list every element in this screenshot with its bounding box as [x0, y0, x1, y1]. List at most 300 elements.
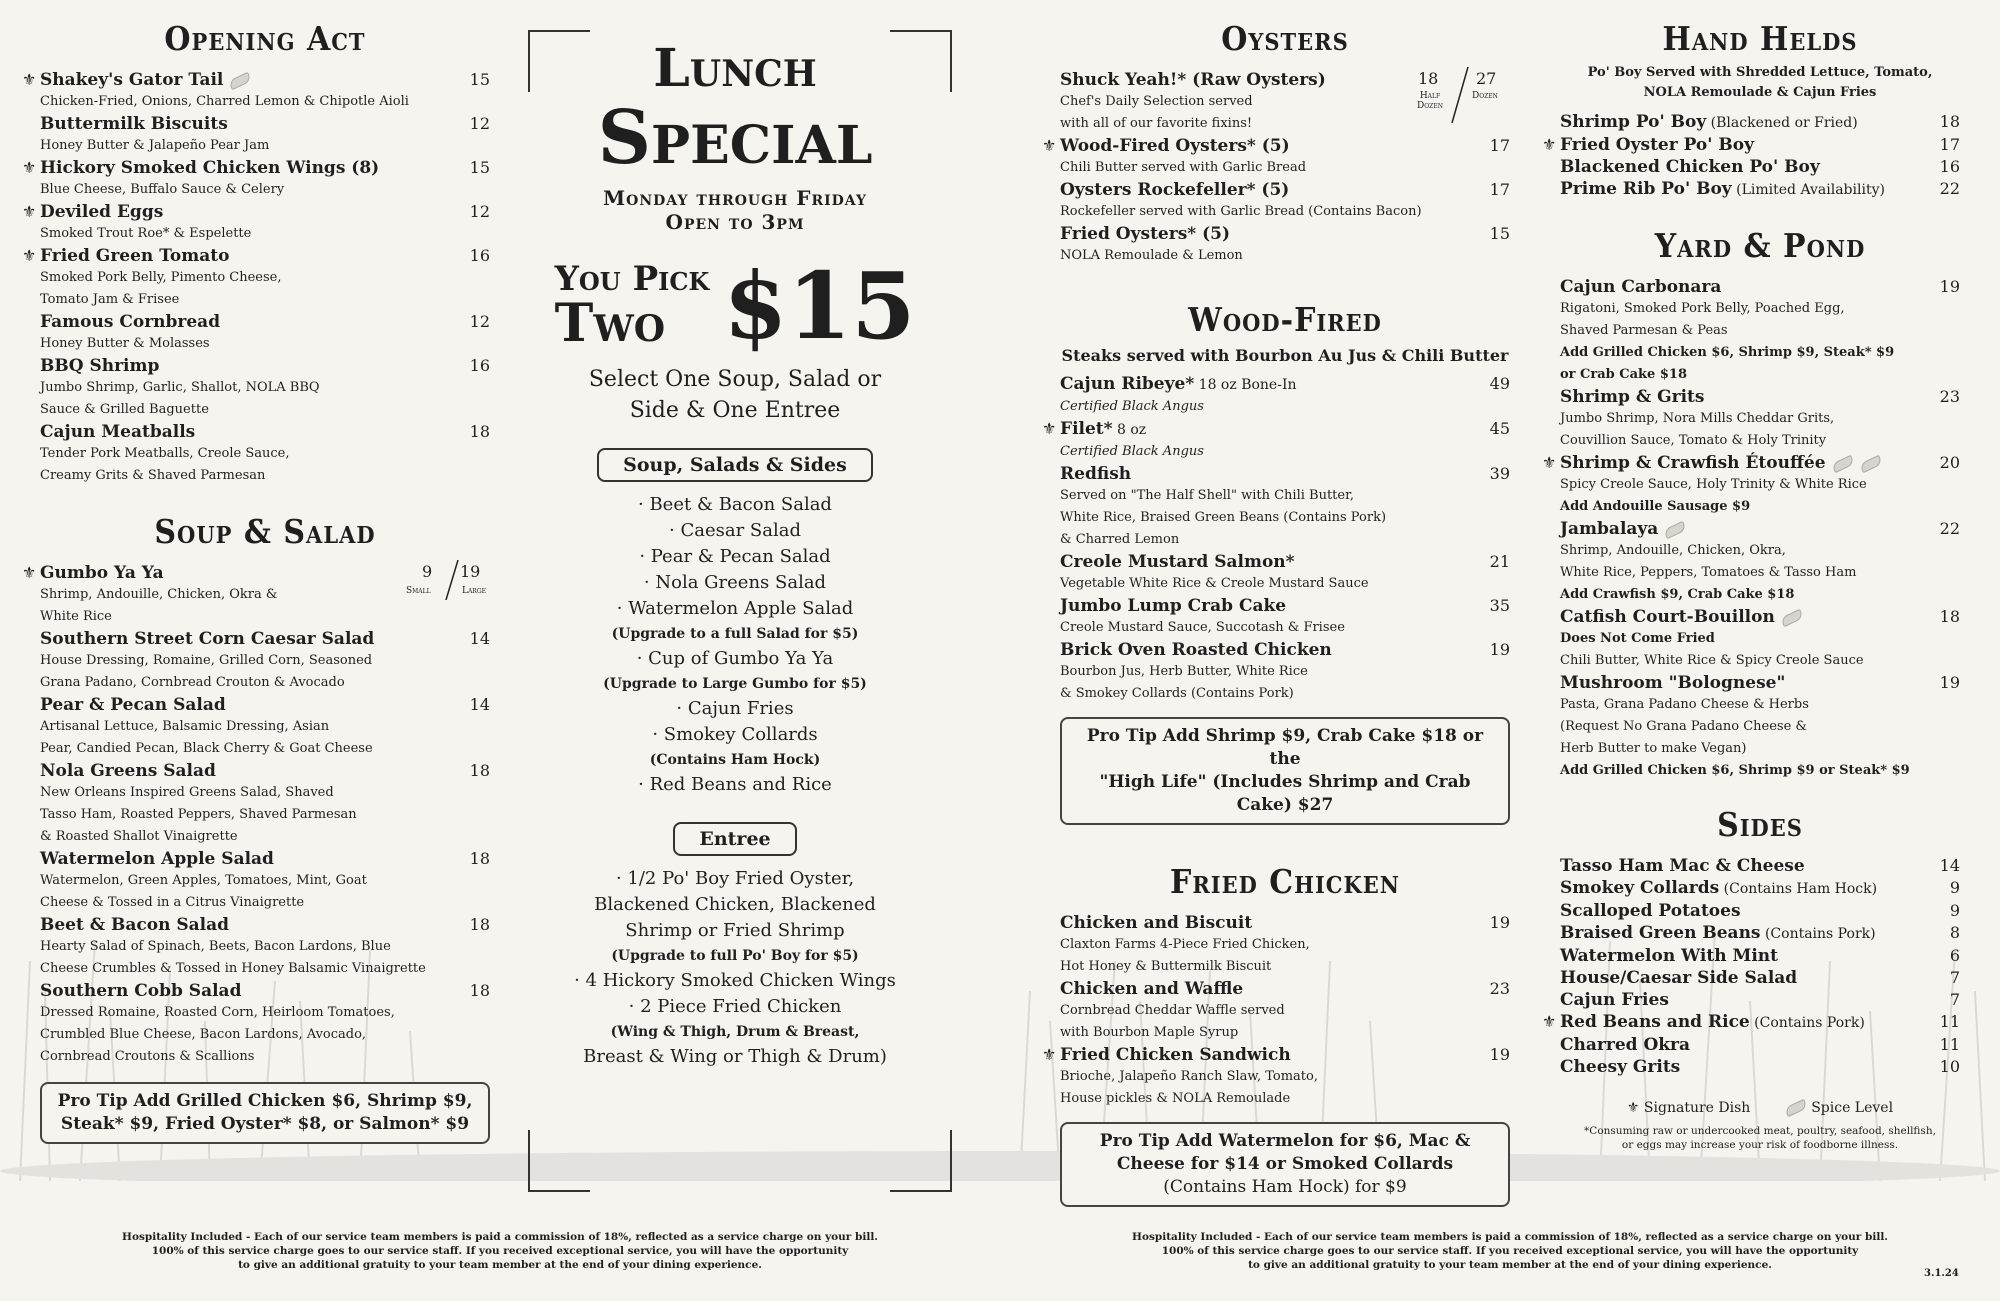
- left-column: [22, 20, 490, 1144]
- item-desc: Brioche, Jalapeño Ranch Slaw, Tomato,: [1060, 1069, 1318, 1084]
- item-desc: Claxton Farms 4-Piece Fried Chicken,: [1060, 937, 1310, 952]
- pepper-icon: [1784, 1099, 1808, 1117]
- legend-spice: Spice Level: [1811, 1100, 1894, 1116]
- item-addon: Add Grilled Chicken $6, Shrimp $9 or Steak* $9: [1560, 763, 1910, 778]
- item-price: 15: [1489, 224, 1510, 243]
- item-name: Shuck Yeah!* (Raw Oysters): [1060, 70, 1326, 90]
- item-name: Cajun Fries: [1560, 990, 1669, 1010]
- list-item: · Beet & Bacon Salad: [638, 494, 832, 515]
- item-price: 45: [1489, 419, 1510, 438]
- item-name: Wood-Fired Oysters* (5): [1060, 136, 1290, 156]
- menu-item: [40, 760, 490, 848]
- item-desc: Served on "The Half Shell" with Chili Butter,: [1060, 488, 1354, 503]
- item-desc: House pickles & NOLA Remoulade: [1060, 1091, 1291, 1106]
- item-price: 21: [1489, 552, 1510, 571]
- tip-line: Pro Tip Add Grilled Chicken $6, Shrimp $9,: [57, 1091, 473, 1111]
- list-item: · 4 Hickory Smoked Chicken Wings: [574, 970, 896, 991]
- list-item: · Watermelon Apple Salad: [616, 598, 854, 619]
- corner-ornament: [528, 1130, 590, 1192]
- item-name: Red Beans and Rice (Contains Pork): [1560, 1012, 1865, 1032]
- item-name: Beet & Bacon Salad: [40, 915, 230, 935]
- upgrade-note: (Wing & Thigh, Drum & Breast,: [610, 1024, 860, 1040]
- item-desc: Jumbo Shrimp, Garlic, Shallot, NOLA BBQ: [40, 380, 320, 395]
- menu-item-shuck-yeah: [1060, 69, 1510, 135]
- item-desc: Herb Butter to make Vegan): [1560, 741, 1747, 756]
- oyster-prices: [1400, 69, 1510, 125]
- wood-fired-list: [1042, 373, 1510, 705]
- item-price: 11: [1939, 1035, 1960, 1054]
- item-desc: Hearty Salad of Spinach, Beets, Bacon Lardons, Blue: [40, 939, 391, 954]
- hand-helds-subtitle: [1560, 63, 1960, 103]
- item-desc: Tender Pork Meatballs, Creole Sauce,: [40, 446, 290, 461]
- list-item: · Cajun Fries: [676, 698, 794, 719]
- item-desc: Blue Cheese, Buffalo Sauce & Celery: [40, 182, 285, 197]
- tip-line: "High Life" (Includes Shrimp and Crab Cake) $27: [1099, 772, 1471, 815]
- lunch-hours: Open to 3pm: [665, 210, 805, 234]
- fried-chicken-title: Fried Chicken: [1170, 863, 1400, 902]
- item-name: Deviled Eggs: [40, 202, 164, 222]
- item-note: Does Not Come Fried: [1560, 631, 1715, 646]
- item-price: 12: [469, 312, 490, 331]
- hand-helds-title: Hand Helds: [1662, 20, 1858, 59]
- item-name: Cheesy Grits: [1560, 1057, 1681, 1077]
- footer-line: Hospitality Included - Each of our service team members is paid a commission of 18%, reflected as a service charge on your bill.: [122, 1231, 878, 1243]
- list-item: · Nola Greens Salad: [643, 572, 827, 593]
- item-desc: & Smokey Collards (Contains Pork): [1060, 686, 1294, 701]
- item-price: 16: [1939, 157, 1960, 176]
- item-price: 7: [1949, 990, 1960, 1009]
- menu-item: [1042, 1044, 1510, 1110]
- menu-item: [1060, 595, 1510, 639]
- fleur-de-lis-icon: ⚜: [1042, 1045, 1057, 1064]
- fleur-de-lis-icon: ⚜: [22, 70, 37, 89]
- menu-item: [1560, 518, 1960, 606]
- item-desc: Chili Butter, White Rice & Spicy Creole Sauce: [1560, 653, 1864, 668]
- item-name: Fried Oyster Po' Boy: [1560, 135, 1754, 155]
- soup-salad-list: [40, 628, 490, 1068]
- menu-item: [40, 980, 490, 1068]
- menu-item: [1060, 373, 1510, 418]
- item-name: Shrimp & Crawfish Étouffée: [1560, 452, 1960, 474]
- menu-item: [40, 355, 490, 421]
- item-name: Oysters Rockefeller* (5): [1060, 180, 1290, 200]
- menu-item: [22, 201, 490, 245]
- item-desc: White Rice: [40, 609, 112, 624]
- item-price: 19: [1939, 673, 1960, 692]
- footer-line: 100% of this service charge goes to our service staff. If you received exceptional service, you will have the opportunity: [1161, 1245, 1859, 1257]
- list-item: · Pear & Pecan Salad: [639, 546, 831, 567]
- lunch-sides-list: [520, 492, 950, 798]
- fleur-de-lis-icon: ⚜: [22, 563, 37, 582]
- fleur-de-lis-icon: ⚜: [1542, 1012, 1557, 1031]
- item-desc: Couvillion Sauce, Tomato & Holy Trinity: [1560, 433, 1827, 448]
- item-name: Catfish Court-Bouillon: [1560, 606, 1960, 628]
- item-desc: New Orleans Inspired Greens Salad, Shaved: [40, 785, 334, 800]
- item-name: Cajun Carbonara: [1560, 277, 1722, 297]
- item-desc: Shrimp, Andouille, Chicken, Okra &: [40, 587, 278, 602]
- item-price: 23: [1489, 979, 1510, 998]
- menu-item: [1060, 639, 1510, 705]
- menu-item: [1542, 1011, 1960, 1034]
- footer-right: [1100, 1230, 1920, 1272]
- pepper-icon: [1830, 454, 1854, 472]
- opening-act-title: Opening Act: [164, 20, 366, 59]
- right-center-column: [1042, 20, 1510, 1207]
- item-note: (Contains Pork): [1749, 1015, 1865, 1031]
- pepper-icon: [1663, 520, 1687, 538]
- item-name: Cajun Meatballs: [40, 422, 196, 442]
- tip-line: (Contains Ham Hock) for $9: [1163, 1177, 1407, 1197]
- pepper-icon: [228, 71, 252, 89]
- item-name: Southern Cobb Salad: [40, 981, 242, 1001]
- item-name: Buttermilk Biscuits: [40, 114, 228, 134]
- menu-item: [1560, 922, 1960, 945]
- wood-fired-title: Wood-Fired: [1188, 301, 1382, 340]
- footer-line: to give an additional gratuity to your team member at the end of your dining experience.: [1248, 1259, 1772, 1271]
- pro-tip-salad: [40, 1082, 490, 1144]
- fleur-de-lis-icon: ⚜: [22, 202, 37, 221]
- item-desc: Cornbread Croutons & Scallions: [40, 1049, 255, 1064]
- menu-item: [1560, 672, 1960, 782]
- list-item: · 1/2 Po' Boy Fried Oyster,: [615, 868, 855, 889]
- upgrade-note: (Upgrade to a full Salad for $5): [611, 626, 859, 642]
- item-name: Scalloped Potatoes: [1560, 901, 1741, 921]
- item-price: 6: [1949, 946, 1960, 965]
- item-price: 22: [1939, 519, 1960, 538]
- item-price: 14: [1939, 856, 1960, 875]
- warning-line: *Consuming raw or undercooked meat, poultry, seafood, shellfish,: [1584, 1125, 1936, 1137]
- item-price: 20: [1939, 453, 1960, 472]
- yard-pond-title: Yard & Pond: [1654, 227, 1866, 266]
- footer-line: 100% of this service charge goes to our service staff. If you received exceptional service, you will have the opportunity: [151, 1245, 849, 1257]
- subtitle-line: NOLA Remoulade & Cajun Fries: [1643, 85, 1877, 100]
- small-price: 9: [422, 562, 433, 581]
- item-name: Shakey's Gator Tail: [40, 69, 490, 91]
- item-desc: Shaved Parmesan & Peas: [1560, 323, 1728, 338]
- item-price: 10: [1939, 1057, 1960, 1076]
- item-desc: Creamy Grits & Shaved Parmesan: [40, 468, 266, 483]
- item-name: Smokey Collards (Contains Ham Hock): [1560, 878, 1878, 898]
- item-name: Jumbo Lump Crab Cake: [1060, 596, 1287, 616]
- oysters-list: [1042, 135, 1510, 267]
- list-item: Shrimp or Fried Shrimp: [625, 920, 845, 941]
- item-desc: Artisanal Lettuce, Balsamic Dressing, Asian: [40, 719, 330, 734]
- item-price: 19: [1489, 1045, 1510, 1064]
- item-price: 18: [469, 761, 490, 780]
- item-name: Famous Cornbread: [40, 312, 221, 332]
- soup-salad-title: Soup & Salad: [154, 513, 376, 552]
- item-price: 15: [469, 70, 490, 89]
- item-name: Tasso Ham Mac & Cheese: [1560, 856, 1805, 876]
- item-desc: Dressed Romaine, Roasted Corn, Heirloom Tomatoes,: [40, 1005, 395, 1020]
- item-price: 15: [469, 158, 490, 177]
- item-name: Braised Green Beans (Contains Pork): [1560, 923, 1876, 943]
- item-desc: White Rice, Peppers, Tomatoes & Tasso Ham: [1560, 565, 1857, 580]
- item-desc: Hot Honey & Buttermilk Biscuit: [1060, 959, 1272, 974]
- item-desc: Chili Butter served with Garlic Bread: [1060, 160, 1307, 175]
- menu-item: [1560, 1034, 1960, 1056]
- legend: [1560, 1100, 1960, 1116]
- item-price: 11: [1939, 1012, 1960, 1031]
- item-note: 18 oz Bone-In: [1194, 377, 1297, 393]
- item-desc: Honey Butter & Jalapeño Pear Jam: [40, 138, 270, 153]
- fleur-de-lis-icon: ⚜: [1626, 1100, 1640, 1116]
- lunch-title: Lunch: [653, 38, 817, 99]
- item-desc: Cheese & Tossed in a Citrus Vinaigrette: [40, 895, 305, 910]
- version-code: 3.1.24: [1924, 1268, 1959, 1279]
- item-price: 16: [469, 356, 490, 375]
- fleur-de-lis-icon: ⚜: [1042, 419, 1057, 438]
- item-desc: Creole Mustard Sauce, Succotash & Frisee: [1060, 620, 1345, 635]
- item-desc: Rigatoni, Smoked Pork Belly, Poached Egg,: [1560, 301, 1845, 316]
- menu-item: [1560, 111, 1960, 134]
- subtitle-line: Po' Boy Served with Shredded Lettuce, Tomato,: [1587, 65, 1933, 80]
- item-price: 17: [1489, 180, 1510, 199]
- item-name: Cajun Ribeye* 18 oz Bone-In: [1060, 374, 1297, 394]
- item-price: 9: [1949, 901, 1960, 920]
- item-desc: Tasso Ham, Roasted Peppers, Shaved Parmesan: [40, 807, 357, 822]
- item-price: 39: [1489, 464, 1510, 483]
- pro-tip-fried-chicken: [1060, 1122, 1510, 1207]
- item-name: Gumbo Ya Ya: [40, 563, 164, 583]
- menu-item: [1560, 945, 1960, 967]
- menu-item: [40, 694, 490, 760]
- menu-item: [1042, 418, 1510, 463]
- upgrade-note: (Upgrade to Large Gumbo for $5): [603, 676, 867, 692]
- footer-line: to give an additional gratuity to your team member at the end of your dining experience.: [238, 1259, 762, 1271]
- item-name: Chicken and Biscuit: [1060, 913, 1253, 933]
- item-name: Pear & Pecan Salad: [40, 695, 226, 715]
- tip-line: Steak* $9, Fried Oyster* $8, or Salmon* $9: [60, 1114, 470, 1134]
- item-price: 12: [469, 202, 490, 221]
- price-divider: [444, 560, 460, 600]
- gumbo-prices: [406, 562, 490, 602]
- item-price: 8: [1949, 923, 1960, 942]
- item-name: Mushroom "Bolognese": [1560, 673, 1786, 693]
- menu-item: [1042, 135, 1510, 179]
- item-name: Filet* 8 oz: [1060, 419, 1147, 439]
- item-name: Chicken and Waffle: [1060, 979, 1244, 999]
- item-price: 7: [1949, 968, 1960, 987]
- item-price: 14: [469, 695, 490, 714]
- item-note: (Limited Availability): [1731, 182, 1885, 198]
- small-label: Small: [406, 586, 431, 596]
- item-desc: NOLA Remoulade & Lemon: [1060, 248, 1243, 263]
- item-desc: Smoked Pork Belly, Pimento Cheese,: [40, 270, 282, 285]
- menu-item: [1060, 978, 1510, 1044]
- price-divider: [1450, 67, 1470, 123]
- item-name: Shrimp Po' Boy (Blackened or Fried): [1560, 112, 1858, 132]
- item-price: 18: [469, 422, 490, 441]
- item-addon: or Crab Cake $18: [1560, 367, 1687, 382]
- menu-item: [1060, 912, 1510, 978]
- item-name: BBQ Shrimp: [40, 356, 160, 376]
- menu-item: [22, 69, 490, 113]
- fleur-de-lis-icon: ⚜: [1542, 453, 1557, 472]
- pepper-icon: [1780, 608, 1804, 626]
- item-desc: Certified Black Angus: [1060, 399, 1204, 414]
- menu-item: [1560, 855, 1960, 877]
- item-name: Nola Greens Salad: [40, 761, 216, 781]
- item-desc: Bourbon Jus, Herb Butter, White Rice: [1060, 664, 1308, 679]
- menu-item: [40, 311, 490, 355]
- select-line: Side & One Entree: [629, 398, 841, 423]
- menu-item: [1560, 967, 1960, 989]
- item-note: (Contains Pork): [1760, 926, 1876, 942]
- item-name: Fried Green Tomato: [40, 246, 230, 266]
- item-name: Watermelon With Mint: [1560, 946, 1779, 966]
- item-name: Shrimp & Grits: [1560, 387, 1705, 407]
- lunch-entrees-list: [520, 866, 950, 1070]
- item-name: Fried Chicken Sandwich: [1060, 1045, 1291, 1065]
- corner-ornament: [890, 1130, 952, 1192]
- item-price: 35: [1489, 596, 1510, 615]
- half-dozen-label: Half Dozen: [1417, 91, 1443, 111]
- item-price: 19: [1489, 640, 1510, 659]
- two-text: Two: [554, 293, 666, 354]
- opening-act-list: [22, 69, 490, 487]
- menu-item: [1560, 1056, 1960, 1078]
- right-column: [1542, 20, 1960, 1152]
- item-desc: House Dressing, Romaine, Grilled Corn, Seasoned: [40, 653, 373, 668]
- item-price: 18: [469, 981, 490, 1000]
- menu-item: [1560, 606, 1960, 672]
- item-desc: & Charred Lemon: [1060, 532, 1180, 547]
- item-name: Fried Oysters* (5): [1060, 224, 1230, 244]
- item-desc: Cornbread Cheddar Waffle served: [1060, 1003, 1285, 1018]
- list-item: Breast & Wing or Thigh & Drum): [583, 1046, 887, 1067]
- tip-line: Cheese for $14 or Smoked Collards: [1116, 1154, 1454, 1174]
- oysters-title: Oysters: [1221, 20, 1349, 59]
- fried-chicken-list: [1042, 912, 1510, 1110]
- item-desc: Cheese Crumbles & Tossed in Honey Balsamic Vinaigrette: [40, 961, 426, 976]
- list-item: · Smokey Collards: [652, 724, 818, 745]
- item-price: 18: [469, 849, 490, 868]
- item-price: 19: [1489, 913, 1510, 932]
- item-price: 17: [1939, 135, 1960, 154]
- item-price: 22: [1939, 179, 1960, 198]
- fleur-de-lis-icon: ⚜: [1042, 136, 1057, 155]
- tip-line: Pro Tip Add Watermelon for $6, Mac &: [1099, 1131, 1471, 1151]
- item-desc: Crumbled Blue Cheese, Bacon Lardons, Avocado,: [40, 1027, 367, 1042]
- menu-item: [1542, 452, 1960, 518]
- item-price: 16: [469, 246, 490, 265]
- item-desc: Certified Black Angus: [1060, 444, 1204, 459]
- item-desc: Rockefeller served with Garlic Bread (Contains Bacon): [1060, 204, 1422, 219]
- item-desc: Watermelon, Green Apples, Tomatoes, Mint, Goat: [40, 873, 367, 888]
- menu-item: [22, 245, 490, 311]
- item-desc: Pasta, Grana Padano Cheese & Herbs: [1560, 697, 1809, 712]
- sides-list: [1542, 855, 1960, 1078]
- menu-item: [1560, 386, 1960, 452]
- menu-item: [1560, 877, 1960, 900]
- menu-item: [40, 421, 490, 487]
- list-item: · Red Beans and Rice: [638, 774, 832, 795]
- menu-item: [40, 848, 490, 914]
- entree-box-title: Entree: [673, 822, 796, 856]
- footer-left: [90, 1230, 910, 1272]
- item-desc: Sauce & Grilled Baguette: [40, 402, 209, 417]
- lunch-special-panel: [520, 30, 950, 1070]
- item-price: 9: [1949, 878, 1960, 897]
- item-name: Hickory Smoked Chicken Wings (8): [40, 158, 380, 178]
- item-name: Redfish: [1060, 464, 1132, 484]
- menu-item: [40, 628, 490, 694]
- item-desc: with all of our favorite fixins!: [1060, 116, 1253, 131]
- item-name: Southern Street Corn Caesar Salad: [40, 629, 375, 649]
- warning-line: or eggs may increase your risk of foodborne illness.: [1621, 1139, 1899, 1151]
- menu-item: [1542, 134, 1960, 156]
- item-desc: Honey Butter & Molasses: [40, 336, 210, 351]
- item-price: 19: [1939, 277, 1960, 296]
- item-desc: White Rice, Braised Green Beans (Contains Pork): [1060, 510, 1387, 525]
- pro-tip-wood-fired: [1060, 717, 1510, 825]
- large-price: 19: [460, 562, 481, 581]
- fleur-de-lis-icon: ⚜: [22, 158, 37, 177]
- menu-item: [1560, 276, 1960, 386]
- item-name: Brick Oven Roasted Chicken: [1060, 640, 1332, 660]
- hand-helds-list: [1542, 111, 1960, 201]
- wood-fired-subtitle: Steaks served with Bourbon Au Jus & Chili Butter: [1061, 346, 1509, 365]
- item-desc: Grana Padano, Cornbread Crouton & Avocado: [40, 675, 345, 690]
- dozen-price: 27: [1476, 69, 1497, 88]
- item-name: House/Caesar Side Salad: [1560, 968, 1798, 988]
- menu-item: [1060, 551, 1510, 595]
- item-addon: Add Andouille Sausage $9: [1560, 499, 1751, 514]
- item-price: 18: [1939, 607, 1960, 626]
- item-price: 49: [1489, 374, 1510, 393]
- menu-item: [1560, 989, 1960, 1011]
- yard-pond-list: [1542, 276, 1960, 782]
- item-desc: Jumbo Shrimp, Nora Mills Cheddar Grits,: [1560, 411, 1835, 426]
- tip-line: Pro Tip Add Shrimp $9, Crab Cake $18 or the: [1086, 726, 1484, 769]
- item-addon: Add Grilled Chicken $6, Shrimp $9, Steak* $9: [1560, 345, 1895, 360]
- item-price: 17: [1489, 136, 1510, 155]
- list-item: Blackened Chicken, Blackened: [594, 894, 876, 915]
- select-line: Select One Soup, Salad or: [588, 367, 882, 392]
- menu-item: [1560, 156, 1960, 178]
- item-note: (Blackened or Fried): [1706, 115, 1858, 131]
- item-name: Jambalaya: [1560, 518, 1960, 540]
- menu-item: [1560, 900, 1960, 922]
- item-price: 23: [1939, 387, 1960, 406]
- pepper-icon: [1858, 454, 1882, 472]
- item-name: Watermelon Apple Salad: [40, 849, 274, 869]
- menu-item: [1060, 223, 1510, 267]
- sides-title: Sides: [1717, 806, 1803, 845]
- item-price: 18: [469, 915, 490, 934]
- menu-item: [40, 914, 490, 980]
- list-item: · 2 Piece Fried Chicken: [628, 996, 842, 1017]
- item-desc: Vegetable White Rice & Creole Mustard Sauce: [1060, 576, 1369, 591]
- item-note: (Contains Ham Hock): [1719, 881, 1878, 897]
- item-desc: Chicken-Fried, Onions, Charred Lemon & Chipotle Aioli: [40, 94, 409, 109]
- list-item: · Cup of Gumbo Ya Ya: [636, 648, 834, 669]
- menu-item-gumbo: [22, 562, 490, 628]
- menu-item: [40, 113, 490, 157]
- footer-line: Hospitality Included - Each of our service team members is paid a commission of 18%, reflected as a service charge on your bill.: [1132, 1231, 1888, 1243]
- item-name: Charred Okra: [1560, 1035, 1690, 1055]
- half-dozen-price: 18: [1418, 69, 1439, 88]
- large-label: Large: [462, 586, 486, 596]
- item-name: Creole Mustard Salmon*: [1060, 552, 1295, 572]
- menu-item: [1060, 179, 1510, 223]
- item-desc: Pear, Candied Pecan, Black Cherry & Goat Cheese: [40, 741, 373, 756]
- special-title: Special: [597, 95, 873, 181]
- lunch-days: Monday through Friday: [603, 186, 867, 210]
- item-desc: Smoked Trout Roe* & Espelette: [40, 226, 252, 241]
- item-desc: Tomato Jam & Frisee: [40, 292, 180, 307]
